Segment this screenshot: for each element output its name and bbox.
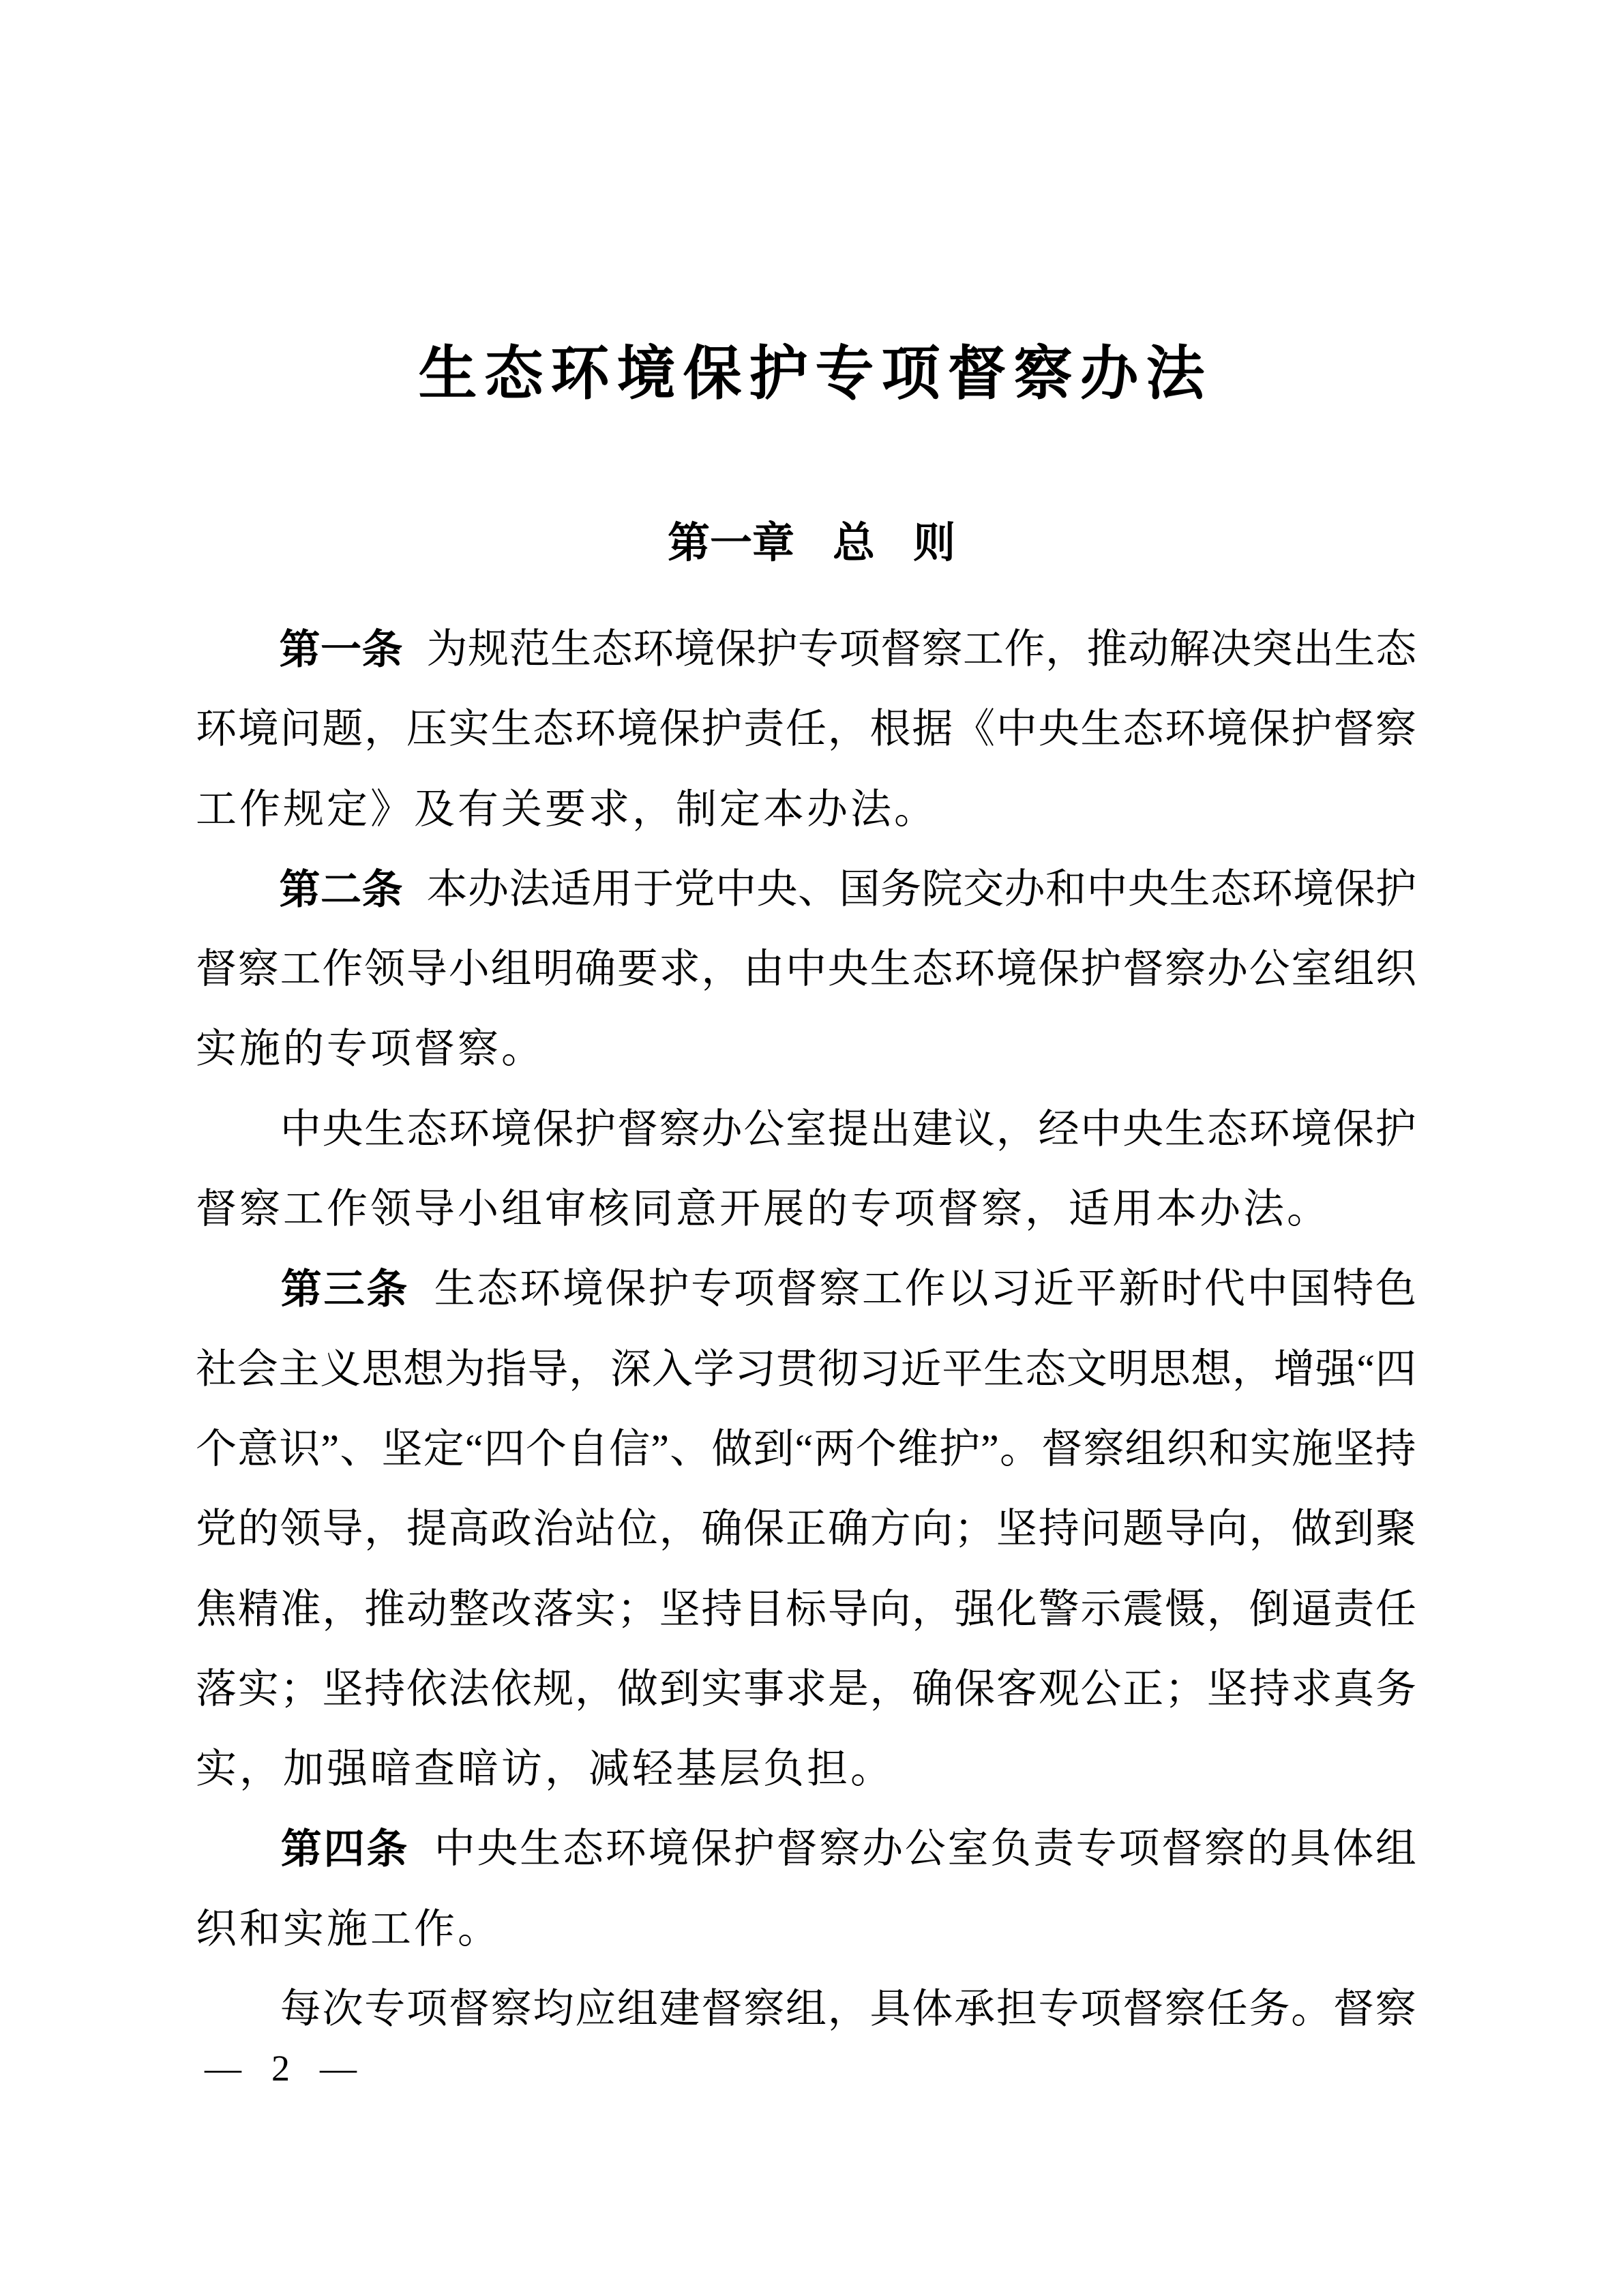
body-line: 第 四 条 中 央 生 态 环 境 保 护 督 察 办 公 室 负 责 专 项 督 察 的 具 体 组 <box>280 1826 1416 1873</box>
body-line: 焦 精 准 ， 推 动 整 改 落 实 ； 坚 持 目 标 导 向 ， 强 化 警 示 震 慑 ， 倒 逼 责 任 <box>196 1586 1416 1632</box>
body-line: 落 实 ； 坚 持 依 法 依 规 ， 做 到 实 事 求 是 ， 确 保 客 观 公 正 ； 坚 持 求 真 务 <box>196 1666 1416 1712</box>
body-line: 工 作 规 定 》 及 有 关 要 求 ， 制 定 本 办 法 。 <box>196 786 935 832</box>
body-line: 个 意 识 ” 、 坚 定 “ 四 个 自 信 ” 、 做 到 “ 两 个 维 护 ” 。 督 察 组 织 和 实 施 坚 持 <box>196 1426 1416 1472</box>
chapter-heading <box>0 520 1623 567</box>
document-title: 生态环境保护专项督察办法 <box>418 341 1212 406</box>
body-line: 环 境 问 题 ， 压 实 生 态 环 境 保 护 责 任 ， 根 据 《 中 央 生 态 环 境 保 护 督 察 <box>196 706 1416 752</box>
footer-left-dash: — <box>205 2048 241 2089</box>
body-line: 第 一 条 为 规 范 生 态 环 境 保 护 专 项 督 察 工 作 ， 推 动 解 决 突 出 生 态 <box>279 627 1416 672</box>
body-line: 社 会 主 义 思 想 为 指 导 ， 深 入 学 习 贯 彻 习 近 平 生 态 文 明 思 想 ， 增 强 “ 四 <box>196 1346 1416 1392</box>
body-line: 督 察 工 作 领 导 小 组 明 确 要 求 ， 由 中 央 生 态 环 境 保 护 督 察 办 公 室 组 织 <box>196 946 1416 992</box>
body-line: 党 的 领 导 ， 提 高 政 治 站 位 ， 确 保 正 确 方 向 ； 坚 持 问 题 导 向 ， 做 到 聚 <box>196 1506 1416 1552</box>
body-line: 督 察 工 作 领 导 小 组 审 核 同 意 开 展 的 专 项 督 察 ， 适 用 本 办 法 。 <box>196 1187 1328 1232</box>
body-line: 每 次 专 项 督 察 均 应 组 建 督 察 组 ， 具 体 承 担 专 项 督 察 任 务 。 督 察 <box>280 1986 1416 2032</box>
body-text <box>196 610 1416 2049</box>
body-line: 第 二 条 本 办 法 适 用 于 党 中 央 、 国 务 院 交 办 和 中 央 生 态 环 境 保 护 <box>279 866 1416 912</box>
body-line: 中 央 生 态 环 境 保 护 督 察 办 公 室 提 出 建 议 ， 经 中 央 生 态 环 境 保 护 <box>280 1106 1416 1152</box>
body-line: 实 施 的 专 项 督 察 。 <box>196 1026 542 1072</box>
chapter-number: 第一章 <box>667 520 794 567</box>
footer-right-dash: — <box>320 2048 357 2089</box>
chapter-title-char-2: 则 <box>913 520 956 567</box>
page-footer <box>205 2047 357 2089</box>
page-number: 2 <box>271 2048 290 2089</box>
chapter-title-char-1: 总 <box>832 520 875 567</box>
body-line: 第 三 条 生 态 环 境 保 护 专 项 督 察 工 作 以 习 近 平 新 时 代 中 国 特 色 <box>280 1266 1416 1313</box>
body-line: 织 和 实 施 工 作 。 <box>196 1906 498 1952</box>
body-line: 实 ， 加 强 暗 查 暗 访 ， 减 轻 基 层 负 担 。 <box>196 1746 891 1792</box>
